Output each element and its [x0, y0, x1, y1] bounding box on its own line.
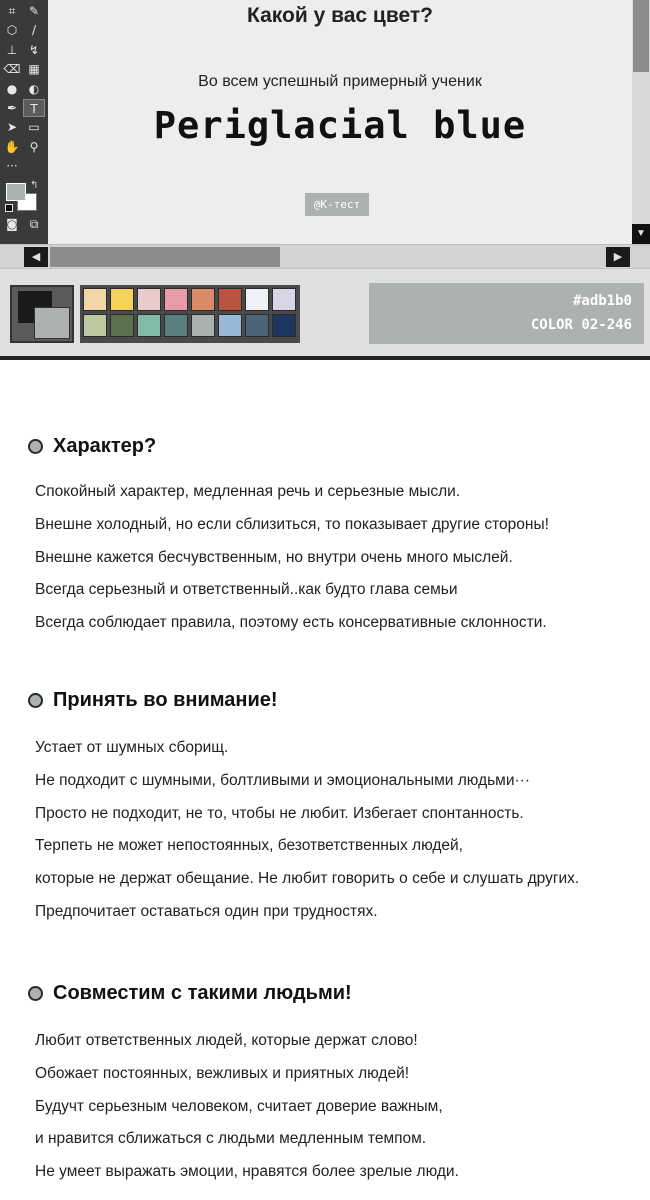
scroll-right-icon[interactable]: ▶	[606, 247, 630, 267]
color-swatches	[80, 285, 300, 343]
section-title: Характер?	[53, 434, 157, 457]
blur-icon[interactable]: ●	[6, 81, 18, 96]
text-line: и нравится сближаться с людьми медленным темпом.	[35, 1130, 427, 1148]
color-swatch[interactable]	[218, 288, 242, 311]
bullet-icon	[28, 439, 43, 454]
divider	[0, 356, 650, 360]
section-lines	[35, 476, 645, 640]
color-swatch[interactable]	[272, 288, 296, 311]
pen-icon[interactable]: ✒	[6, 101, 18, 115]
editor-mockup	[0, 0, 650, 360]
color-swatch[interactable]	[272, 314, 296, 337]
brush-icon[interactable]: /	[31, 23, 37, 38]
text-line: Любит ответственных людей, которые держат слово!	[35, 1032, 418, 1049]
section-title: Совместим с такими людьми!	[53, 981, 352, 1004]
eraser-icon[interactable]: ⌫	[3, 62, 21, 77]
bullet-icon	[28, 986, 43, 1001]
vertical-scroll-thumb[interactable]	[633, 0, 649, 72]
crop-icon[interactable]: ⌗	[8, 4, 16, 18]
default-colors-icon[interactable]	[5, 204, 13, 212]
section-title: Принять во внимание!	[53, 688, 278, 711]
text-line: которые не держат обещание. Не любит говорить о себе и слушать других.	[35, 870, 580, 888]
path-select-icon[interactable]: ➤	[6, 120, 18, 135]
scroll-down-icon[interactable]: ▼	[632, 224, 650, 244]
dodge-icon[interactable]: ◐	[28, 81, 40, 96]
type-icon[interactable]: T	[23, 99, 45, 117]
color-code: COLOR 02-246	[530, 317, 632, 333]
text-line: Будучт серьезным человеком, считает доверие важным,	[35, 1097, 443, 1115]
hand-icon[interactable]: ✋	[4, 139, 20, 154]
color-swatch[interactable]	[164, 314, 188, 337]
zoom-icon[interactable]: ⚲	[29, 139, 39, 154]
section-header	[28, 688, 278, 712]
text-line: Не умеет выражать эмоции, нравятся более зрелые люди.	[35, 1163, 459, 1181]
horizontal-scrollbar[interactable]	[0, 244, 650, 268]
color-swatch[interactable]	[137, 288, 161, 311]
color-swatch[interactable]	[110, 288, 134, 311]
color-swatch[interactable]	[245, 288, 269, 311]
color-swatch[interactable]	[164, 288, 188, 311]
canvas	[48, 0, 632, 244]
stamp-icon[interactable]: ⊥	[6, 42, 18, 57]
background-color[interactable]	[34, 307, 70, 339]
color-swatch[interactable]	[137, 314, 161, 337]
text-line: Обожает постоянных, вежливых и приятных людей!	[35, 1064, 410, 1082]
color-name: Periglacial blue	[153, 104, 527, 147]
quick-mask-icon[interactable]: ◙	[6, 217, 18, 232]
toolbar-foreground-color[interactable]	[6, 183, 26, 201]
gradient-icon[interactable]: ▦	[28, 62, 40, 77]
source-tag: @K-тест	[305, 193, 369, 216]
palette-bar	[0, 268, 650, 356]
text-line: Внешне кажется бесчувственным, но внутри очень много мыслей.	[35, 548, 513, 566]
horizontal-scroll-thumb[interactable]	[50, 247, 280, 267]
more-tools-icon[interactable]: ···	[6, 159, 18, 174]
text-line: Терпеть не может непостоянных, безответственных людей,	[35, 837, 463, 855]
section-lines	[35, 732, 645, 929]
text-line: Предпочитает оставаться один при трудностях.	[35, 902, 378, 920]
section-lines	[35, 1025, 645, 1189]
vertical-scrollbar[interactable]	[632, 0, 650, 244]
color-info-box	[369, 283, 644, 344]
color-swatch[interactable]	[83, 314, 107, 337]
screen-mode-icon[interactable]: ⧉	[29, 217, 39, 232]
text-line: Не подходит с шумными, болтливыми и эмоциональными людьми···	[35, 771, 530, 789]
color-swatch[interactable]	[191, 288, 215, 311]
text-line: Устает от шумных сборищ.	[35, 739, 229, 756]
eyedropper-icon[interactable]: ✎	[28, 4, 40, 18]
canvas-question: Какой у вас цвет?	[247, 4, 433, 27]
bullet-icon	[28, 693, 43, 708]
section-header	[28, 981, 352, 1005]
text-line: Спокойный характер, медленная речь и серьезные мысли.	[35, 483, 461, 500]
foreground-background-colors[interactable]	[10, 285, 74, 343]
scroll-left-icon[interactable]: ◀	[24, 247, 48, 267]
swap-colors-icon[interactable]: ↰	[30, 180, 39, 191]
section-header	[28, 434, 156, 458]
shape-icon[interactable]: ▭	[28, 120, 40, 135]
text-line: Внешне холодный, но если сблизиться, то показывает другие стороны!	[35, 515, 549, 533]
healing-icon[interactable]: ⬡	[6, 23, 18, 38]
history-brush-icon[interactable]: ↯	[28, 42, 40, 57]
text-line: Всегда соблюдает правила, поэтому есть консервативные склонности.	[35, 614, 547, 632]
color-swatch[interactable]	[110, 314, 134, 337]
tools-panel	[0, 0, 48, 244]
color-hex: #adb1b0	[572, 293, 632, 309]
text-line: Просто не подходит, не то, чтобы не любит. Избегает спонтанность.	[35, 804, 524, 822]
color-swatch[interactable]	[245, 314, 269, 337]
color-swatch[interactable]	[218, 314, 242, 337]
canvas-subtitle: Во всем успешный примерный ученик	[198, 73, 482, 90]
text-line: Всегда серьезный и ответственный..как будто глава семьи	[35, 581, 458, 599]
color-swatch[interactable]	[83, 288, 107, 311]
color-swatch[interactable]	[191, 314, 215, 337]
